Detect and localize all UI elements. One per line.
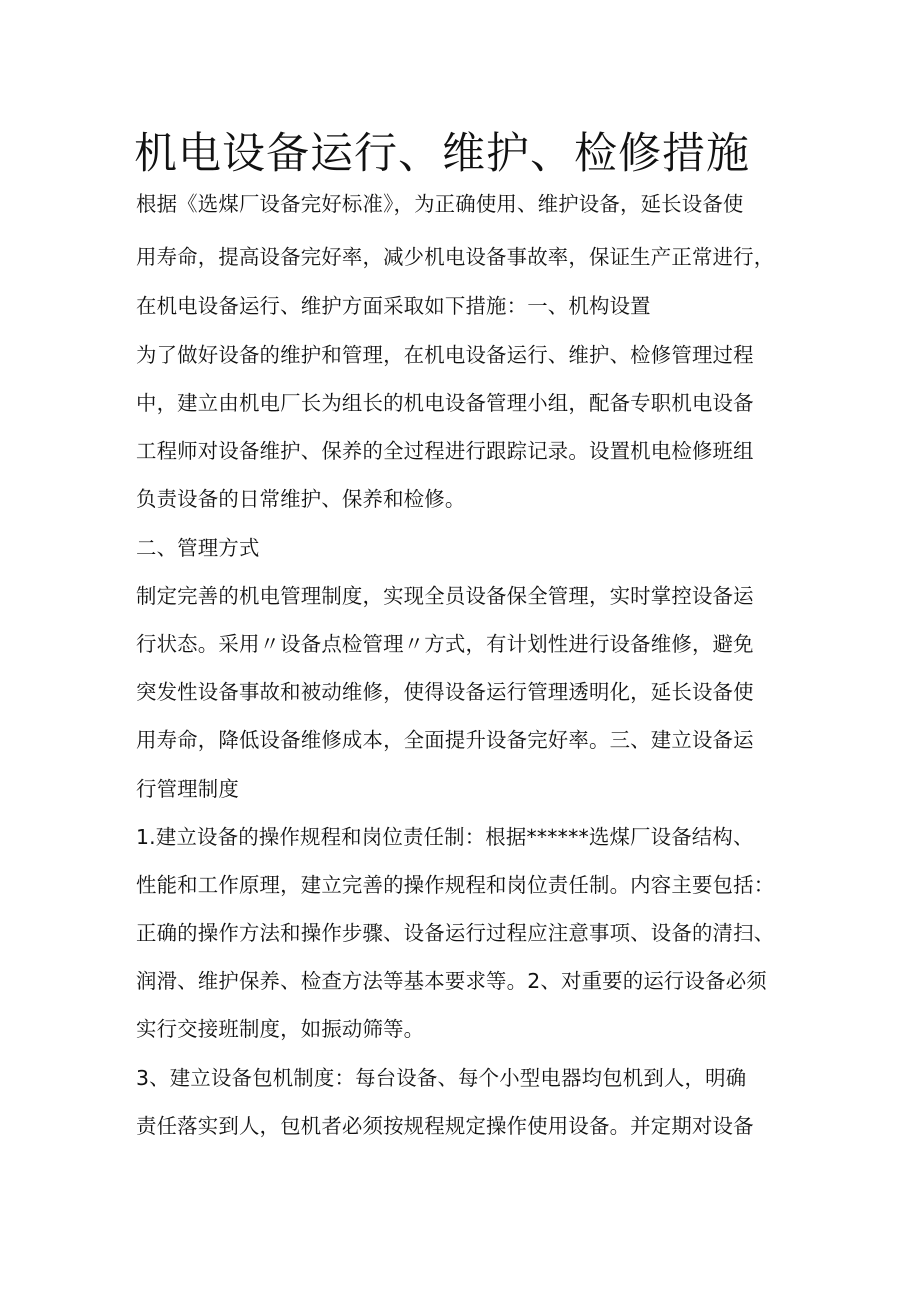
body-line: 行管理制度 <box>136 777 239 801</box>
body-line: 3、建立设备包机制度：每台设备、每个小型电器均包机到人，明确 <box>136 1066 747 1090</box>
body-line: 1.建立设备的操作规程和岗位责任制：根据******选煤厂设备结构、 <box>136 825 754 849</box>
body-line: 突发性设备事故和被动维修，使得设备运行管理透明化，延长设备使 <box>136 680 754 704</box>
body-line: 正确的操作方法和操作步骤、设备运行过程应注意事项、设备的清扫、 <box>136 921 775 945</box>
body-line: 为了做好设备的维护和管理，在机电设备运行、维护、检修管理过程 <box>136 343 754 367</box>
body-line: 用寿命，提高设备完好率，减少机电设备事故率，保证生产正常进行， <box>136 245 775 269</box>
document-title: 机电设备运行、维护、检修措施 <box>134 129 750 179</box>
body-line: 性能和工作原理，建立完善的操作规程和岗位责任制。内容主要包括： <box>136 873 775 897</box>
body-line: 用寿命，降低设备维修成本，全面提升设备完好率。三、建立设备运 <box>136 728 754 752</box>
body-line: 中，建立由机电厂长为组长的机电设备管理小组，配备专职机电设备 <box>136 391 754 415</box>
body-line: 在机电设备运行、维护方面采取如下措施：一、机构设置 <box>136 294 651 318</box>
body-line: 工程师对设备维护、保养的全过程进行跟踪记录。设置机电检修班组 <box>136 439 754 463</box>
body-line: 负责设备的日常维护、保养和检修。 <box>136 487 466 511</box>
body-line: 根据《选煤厂设备完好标准》，为正确使用、维护设备，延长设备使 <box>136 192 744 216</box>
body-line: 责任落实到人，包机者必须按规程规定操作使用设备。并定期对设备 <box>136 1114 754 1138</box>
body-line: 行状态。采用〃设备点检管理〃方式，有计划性进行设备维修，避免 <box>136 632 754 656</box>
body-line: 润滑、维护保养、检查方法等基本要求等。2、对重要的运行设备必须 <box>136 969 767 993</box>
section-heading: 二、管理方式 <box>136 536 260 560</box>
body-line: 制定完善的机电管理制度，实现全员设备保全管理，实时掌控设备运 <box>136 584 754 608</box>
body-line: 实行交接班制度，如振动筛等。 <box>136 1017 425 1041</box>
